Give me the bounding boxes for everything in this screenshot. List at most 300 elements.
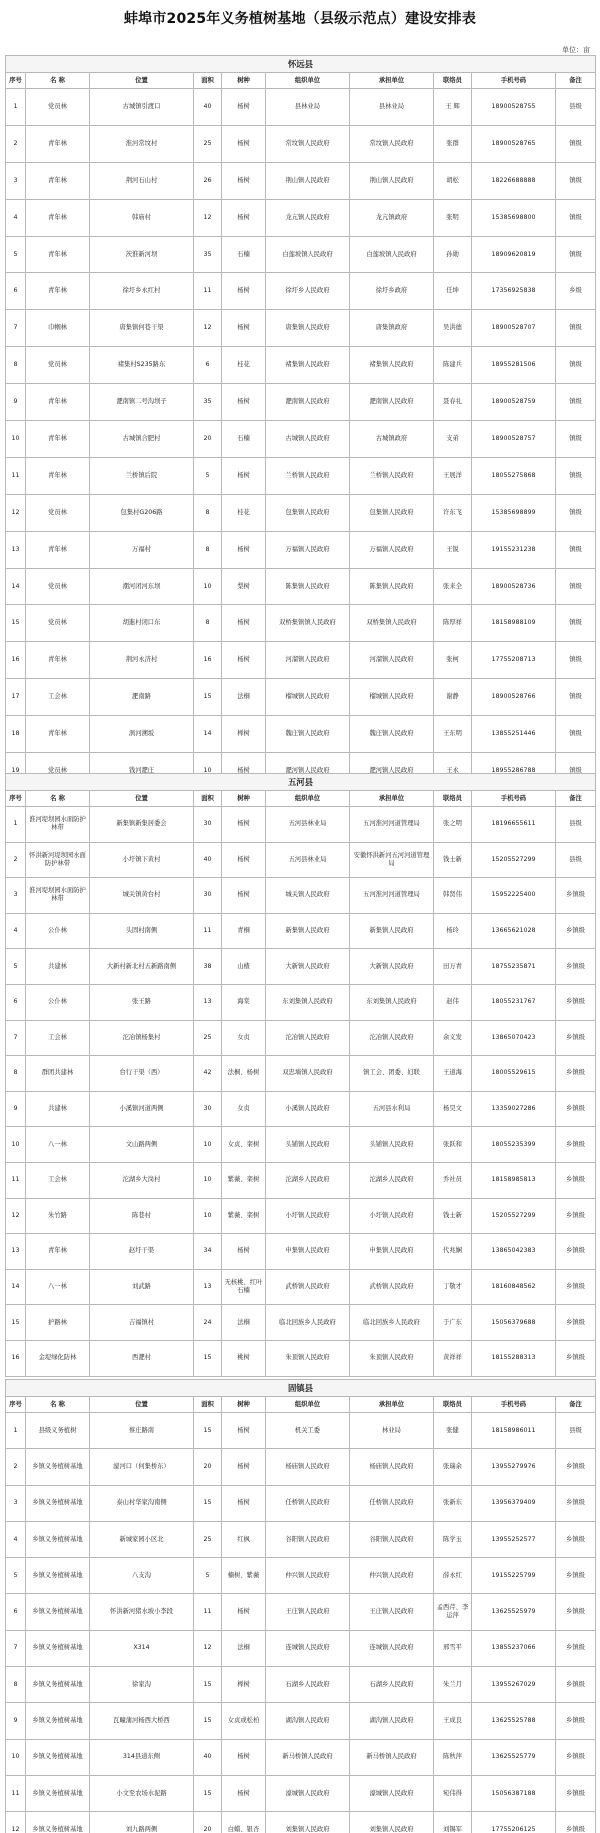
table-cell: 乡镇级 xyxy=(556,1775,596,1811)
table-cell: 18900528755 xyxy=(472,89,556,126)
table-cell: 张瑞余 xyxy=(434,1449,472,1485)
table-cell: 15056379688 xyxy=(472,1305,556,1341)
table-cell: 18005529615 xyxy=(472,1056,556,1092)
table-cell: 乡镇级 xyxy=(556,1020,596,1056)
column-header: 名 称 xyxy=(26,73,90,89)
table-cell: 17356925838 xyxy=(472,273,556,310)
table-cell: 双忠墙镇人民政府 xyxy=(266,1056,350,1092)
table-cell: 王展洋 xyxy=(434,457,472,494)
column-header: 位置 xyxy=(90,73,194,89)
table-row xyxy=(6,1630,596,1666)
table-row xyxy=(6,1340,596,1376)
table-row xyxy=(6,273,596,310)
table-cell: 紫薇、栾树 xyxy=(222,1198,266,1234)
table-cell: 韩贤伟 xyxy=(434,878,472,914)
table-cell: 乡镇义务植树基地 xyxy=(26,1449,90,1485)
table-cell: 乡镇级 xyxy=(556,1056,596,1092)
table-cell: 聂春礼 xyxy=(434,384,472,421)
table-cell: 杨树 xyxy=(222,162,266,199)
table-cell: 杨树 xyxy=(222,531,266,568)
table-cell: X314 xyxy=(90,1630,194,1666)
table-cell: 法桐、杨树 xyxy=(222,1056,266,1092)
table-cell: 谷阳镇人民政府 xyxy=(266,1521,350,1557)
table-cell: 任坤 xyxy=(434,273,472,310)
table-row xyxy=(6,1521,596,1557)
table-cell: 乡镇级 xyxy=(556,984,596,1020)
table-cell: 荆河石山村 xyxy=(90,162,194,199)
table-cell: 刘集镇人民政府 xyxy=(350,1812,434,1833)
column-header: 承担单位 xyxy=(350,791,434,807)
table-cell: 10 xyxy=(194,753,222,790)
table-cell: 乡镇义务植树基地 xyxy=(26,1812,90,1833)
table-cell: 13665621028 xyxy=(472,913,556,949)
table-cell: 白莲坡镇人民政府 xyxy=(350,236,434,273)
table-cell: 杨树 xyxy=(222,310,266,347)
table-cell: 魏庄镇人民政府 xyxy=(266,716,350,753)
table-cell: 35 xyxy=(194,236,222,273)
table-cell: 怀洪新河猪水坡小李段 xyxy=(90,1594,194,1630)
table-cell: 乔社员 xyxy=(434,1162,472,1198)
column-header: 手机号码 xyxy=(472,791,556,807)
table-cell: 乡镇级 xyxy=(556,1558,596,1594)
table-cell: 五河县水利局 xyxy=(350,1091,434,1127)
table-cell: 15 xyxy=(6,605,26,642)
table-cell: 淮河堤坝园水面防护林带 xyxy=(26,878,90,914)
table-cell: 陈学玉 xyxy=(434,1521,472,1557)
table-cell: 新马桥镇人民政府 xyxy=(266,1739,350,1775)
table-cell: 6 xyxy=(194,347,222,384)
table-cell: 杨树 xyxy=(222,199,266,236)
table-cell: 10 xyxy=(6,421,26,458)
table-cell: 5 xyxy=(6,949,26,985)
table-cell: 女贞、栾树 xyxy=(222,1127,266,1163)
table-cell: 35 xyxy=(194,384,222,421)
column-header: 组织单位 xyxy=(266,73,350,89)
table-cell: 朱顶镇人民政府 xyxy=(266,1340,350,1376)
table-cell: 18055235399 xyxy=(472,1127,556,1163)
table-cell: 镇级 xyxy=(556,199,596,236)
table-cell: 县级 xyxy=(556,89,596,126)
table-cell: 杨树 xyxy=(222,605,266,642)
table-cell: 杨树 xyxy=(222,89,266,126)
table-cell: 新城家园小区北 xyxy=(90,1521,194,1557)
table-cell: 大新村新北村五新路南侧 xyxy=(90,949,194,985)
table-cell: 刘集镇人民政府 xyxy=(266,1812,350,1833)
table-cell: 镇级 xyxy=(556,753,596,790)
table-cell: 青年林 xyxy=(26,273,90,310)
column-header: 手机号码 xyxy=(472,73,556,89)
schedule-table xyxy=(5,773,596,1377)
table-cell: 县级 xyxy=(556,842,596,878)
table-cell: 机关工委 xyxy=(266,1413,350,1449)
table-cell: 新集镇新集居委会 xyxy=(90,807,194,843)
table-cell: 赵伟 xyxy=(434,984,472,1020)
table-cell: 20 xyxy=(194,1449,222,1485)
table-row xyxy=(6,605,596,642)
table-cell: 连城镇人民政府 xyxy=(350,1630,434,1666)
table-cell: 荆河永济村 xyxy=(90,642,194,679)
table-cell: 18 xyxy=(6,716,26,753)
table-cell: 沱冶镇人民政府 xyxy=(350,1020,434,1056)
table-cell: 白蜡、银杏 xyxy=(222,1812,266,1833)
column-header: 面积 xyxy=(194,1397,222,1413)
table-cell: 常坟镇人民政府 xyxy=(266,125,350,162)
table-cell: 五河县林业局 xyxy=(266,842,350,878)
table-cell: 吉福镇村 xyxy=(90,1305,194,1341)
table-cell: 法桐 xyxy=(222,679,266,716)
table-cell: 张新东 xyxy=(434,1485,472,1521)
column-header: 备注 xyxy=(556,1397,596,1413)
table-cell: 小圩镇人民政府 xyxy=(266,1198,350,1234)
table-cell: 18955281506 xyxy=(472,347,556,384)
table-cell: 青桐 xyxy=(222,913,266,949)
table-cell: 仲兴镇人民政府 xyxy=(266,1558,350,1594)
table-cell: 10 xyxy=(194,1127,222,1163)
table-cell: 邢雪平 xyxy=(434,1630,472,1666)
table-cell: 乡镇级 xyxy=(556,1521,596,1557)
table-cell: 18158988109 xyxy=(472,605,556,642)
table-cell: 小圩镇人民政府 xyxy=(350,1198,434,1234)
table-cell: 2 xyxy=(6,842,26,878)
table-row xyxy=(6,878,596,914)
table-cell: 6 xyxy=(6,273,26,310)
table-cell: 兰桥镇后院 xyxy=(90,457,194,494)
table-cell: 镇工会、团委、妇联 xyxy=(350,1056,434,1092)
table-cell: 徐家沟 xyxy=(90,1667,194,1703)
table-row xyxy=(6,1198,596,1234)
table-cell: 40 xyxy=(194,842,222,878)
table-cell: 镇级 xyxy=(556,494,596,531)
table-cell: 头铺镇人民政府 xyxy=(350,1127,434,1163)
table-cell: 15 xyxy=(194,1413,222,1449)
table-cell: 杨树 xyxy=(222,125,266,162)
table-cell: 乡镇义务植树基地 xyxy=(26,1521,90,1557)
column-header: 联络员 xyxy=(434,1397,472,1413)
table-row xyxy=(6,531,596,568)
table-cell: 石楠 xyxy=(222,236,266,273)
column-header: 名 称 xyxy=(26,1397,90,1413)
table-cell: 杨昊文 xyxy=(434,1091,472,1127)
table-cell: 杨树 xyxy=(222,457,266,494)
table-cell: 18900528759 xyxy=(472,384,556,421)
table-cell: 余义发 xyxy=(434,1020,472,1056)
table-cell: 乡镇义务植树基地 xyxy=(26,1703,90,1739)
table-cell: 徐圩乡人民政府 xyxy=(266,273,350,310)
table-cell: 18900528736 xyxy=(472,568,556,605)
table-cell: 工会林 xyxy=(26,1020,90,1056)
table-cell: 18755235871 xyxy=(472,949,556,985)
table-cell: 党员林 xyxy=(26,568,90,605)
table-cell: 共建林 xyxy=(26,949,90,985)
table-cell: 小溪镇人民政府 xyxy=(266,1091,350,1127)
table-cell: 榴城镇人民政府 xyxy=(266,679,350,716)
table-cell: 镇级 xyxy=(556,531,596,568)
table-cell: 八一林 xyxy=(26,1127,90,1163)
table-cell: 8 xyxy=(6,1667,26,1703)
table-cell: 城关镇黄台村 xyxy=(90,878,194,914)
table-cell: 18155288313 xyxy=(472,1340,556,1376)
table-cell: 16 xyxy=(6,642,26,679)
table-cell: 镇级 xyxy=(556,162,596,199)
table-cell: 陈建兵 xyxy=(434,347,472,384)
table-cell: 13955279976 xyxy=(472,1449,556,1485)
table-cell: 于广东 xyxy=(434,1305,472,1341)
table-header-row xyxy=(6,1397,596,1413)
table-cell: 5 xyxy=(6,1558,26,1594)
table-cell: 4 xyxy=(6,199,26,236)
table-cell: 万福镇人民政府 xyxy=(266,531,350,568)
table-cell: 黄祥祥 xyxy=(434,1340,472,1376)
table-cell: 湖沟镇人民政府 xyxy=(266,1703,350,1739)
table-cell: 城关镇人民政府 xyxy=(266,878,350,914)
table-cell: 五河县林业局 xyxy=(266,807,350,843)
table-cell: 孟西芹、李运萍 xyxy=(434,1594,472,1630)
table-cell: 青年林 xyxy=(26,457,90,494)
table-cell: 县级 xyxy=(556,807,596,843)
table-cell: 25 xyxy=(194,125,222,162)
table-cell: 淝南镇人民政府 xyxy=(266,384,350,421)
table-cell: 3 xyxy=(6,1485,26,1521)
table-cell: 杨庙镇人民政府 xyxy=(350,1449,434,1485)
table-cell: 13625525779 xyxy=(472,1739,556,1775)
table-cell: 15 xyxy=(194,1703,222,1739)
table-cell: 钱士新 xyxy=(434,1198,472,1234)
table-cell: 18909620819 xyxy=(472,236,556,273)
table-cell: 新马桥镇人民政府 xyxy=(350,1739,434,1775)
table-cell: 谷阳镇人民政府 xyxy=(350,1521,434,1557)
table-cell: 乡镇义务植树基地 xyxy=(26,1485,90,1521)
table-cell: 杨树 xyxy=(222,807,266,843)
column-header: 承担单位 xyxy=(350,73,434,89)
table-cell: 武桥镇人民政府 xyxy=(350,1269,434,1305)
table-row xyxy=(6,494,596,531)
table-cell: 榴城镇人民政府 xyxy=(350,679,434,716)
table-cell: 镇级 xyxy=(556,605,596,642)
table-row xyxy=(6,1449,596,1485)
table-row xyxy=(6,842,596,878)
table-cell: 10 xyxy=(194,1162,222,1198)
table-row xyxy=(6,89,596,126)
table-row xyxy=(6,716,596,753)
table-cell: 杨树 xyxy=(222,842,266,878)
table-cell: 唐集镇何巷干渠 xyxy=(90,310,194,347)
table-cell: 公仆林 xyxy=(26,913,90,949)
table-cell: 镇级 xyxy=(556,384,596,421)
table-cell: 15 xyxy=(194,1485,222,1521)
table-cell: 王庄镇人民政府 xyxy=(350,1594,434,1630)
table-cell: 孙勋 xyxy=(434,236,472,273)
table-cell: 18226688888 xyxy=(472,162,556,199)
table-cell: 小文至农场水泥路 xyxy=(90,1775,194,1811)
section-title-row xyxy=(6,1380,596,1397)
table-row xyxy=(6,1703,596,1739)
table-cell: 乡镇级 xyxy=(556,1340,596,1376)
table-cell: 张来全 xyxy=(434,568,472,605)
table-cell: 支弟 xyxy=(434,421,472,458)
table-cell: 钱士新 xyxy=(434,842,472,878)
table-cell: 15205527299 xyxy=(472,842,556,878)
schedule-table xyxy=(5,55,596,790)
table-row xyxy=(6,1558,596,1594)
table-cell: 巾帼林 xyxy=(26,310,90,347)
table-row xyxy=(6,807,596,843)
table-cell: 兰桥镇人民政府 xyxy=(350,457,434,494)
table-cell: 乡镇级 xyxy=(556,1198,596,1234)
table-cell: 26 xyxy=(194,162,222,199)
table-row xyxy=(6,1020,596,1056)
column-header: 面积 xyxy=(194,791,222,807)
table-cell: 张王路 xyxy=(90,984,194,1020)
table-cell: 怀洪新河堤坝园水面防护林带 xyxy=(26,842,90,878)
table-cell: 10 xyxy=(194,568,222,605)
table-cell: 瓦疃蒲河杨西大桥西 xyxy=(90,1703,194,1739)
table-cell: 刘锡军 xyxy=(434,1812,472,1833)
table-cell: 东刘集镇人民政府 xyxy=(266,984,350,1020)
column-header: 树种 xyxy=(222,73,266,89)
table-cell: 9 xyxy=(6,1703,26,1739)
table-cell: 乡镇级 xyxy=(556,1739,596,1775)
table-cell: 淮河常坟村 xyxy=(90,125,194,162)
table-cell: 林业局 xyxy=(350,1413,434,1449)
table-cell: 杨树 xyxy=(222,753,266,790)
table-cell: 杨树 xyxy=(222,642,266,679)
table-cell: 13 xyxy=(194,984,222,1020)
table-cell: 县级 xyxy=(556,1413,596,1449)
table-cell: 淝南路 xyxy=(90,679,194,716)
table-cell: 公仆林 xyxy=(26,984,90,1020)
table-cell: 1 xyxy=(6,1413,26,1449)
table-cell: 魏庄镇人民政府 xyxy=(350,716,434,753)
table-cell: 濠城镇人民政府 xyxy=(350,1775,434,1811)
table-cell: 7 xyxy=(6,1630,26,1666)
table-cell: 13625525979 xyxy=(472,1594,556,1630)
table-cell: 13956379409 xyxy=(472,1485,556,1521)
table-cell: 11 xyxy=(194,273,222,310)
table-cell: 王 辉 xyxy=(434,89,472,126)
table-cell: 7 xyxy=(6,310,26,347)
table-cell: 乡镇级 xyxy=(556,878,596,914)
table-cell: 包集村G206路 xyxy=(90,494,194,531)
table-row xyxy=(6,679,596,716)
table-cell: 乡镇级 xyxy=(556,913,596,949)
table-row xyxy=(6,384,596,421)
table-cell: 宛伟得 xyxy=(434,1775,472,1811)
column-header: 名 称 xyxy=(26,791,90,807)
table-cell: 党员林 xyxy=(26,89,90,126)
table-cell: 15 xyxy=(194,1775,222,1811)
table-cell: 古城镇合肥村 xyxy=(90,421,194,458)
table-cell: 王锐 xyxy=(434,531,472,568)
table-cell: 工会林 xyxy=(26,679,90,716)
table-cell: 15205527299 xyxy=(472,1198,556,1234)
table-cell: 陈集镇人民政府 xyxy=(350,568,434,605)
table-cell: 沱湖乡大岗村 xyxy=(90,1162,194,1198)
table-cell: 徐圩乡永红村 xyxy=(90,273,194,310)
table-cell: 乡镇级 xyxy=(556,1485,596,1521)
table-cell: 15385698800 xyxy=(472,199,556,236)
table-cell: 30 xyxy=(194,807,222,843)
table-cell: 沱湖乡人民政府 xyxy=(266,1162,350,1198)
column-header: 树种 xyxy=(222,791,266,807)
table-cell: 11 xyxy=(6,1162,26,1198)
table-cell: 40 xyxy=(194,1739,222,1775)
table-cell: 18900528757 xyxy=(472,421,556,458)
table-cell: 胡進村闭口东 xyxy=(90,605,194,642)
section-title: 怀远县 xyxy=(6,56,596,73)
table-cell: 茨淮新河坝 xyxy=(90,236,194,273)
table-header-row xyxy=(6,791,596,807)
table-row xyxy=(6,1485,596,1521)
table-cell: 梨树 xyxy=(222,568,266,605)
column-header: 序号 xyxy=(6,73,26,89)
table-cell: 沱湖乡人民政府 xyxy=(350,1162,434,1198)
table-row xyxy=(6,236,596,273)
table-cell: 18055231767 xyxy=(472,984,556,1020)
table-cell: 乡镇级 xyxy=(556,1162,596,1198)
table-cell: 徐圩乡政府 xyxy=(350,273,434,310)
table-cell: 无核桃、红叶石楠 xyxy=(222,1269,266,1305)
table-cell: 龙亢镇政府 xyxy=(350,199,434,236)
table-row xyxy=(6,949,596,985)
table-cell: 王永 xyxy=(434,753,472,790)
table-cell: 青年林 xyxy=(26,236,90,273)
table-cell: 乡镇级 xyxy=(556,1703,596,1739)
table-cell: 韩庙村 xyxy=(90,199,194,236)
table-cell: 15056387188 xyxy=(472,1775,556,1811)
table-cell: 17755206125 xyxy=(472,1812,556,1833)
table-cell: 新集镇人民政府 xyxy=(266,913,350,949)
table-cell: 15 xyxy=(194,679,222,716)
table-row xyxy=(6,1413,596,1449)
table-cell: 党员林 xyxy=(26,494,90,531)
table-cell: 12 xyxy=(194,199,222,236)
table-cell: 13955267029 xyxy=(472,1667,556,1703)
table-cell: 1 xyxy=(6,89,26,126)
section-title: 五河县 xyxy=(6,774,596,791)
table-cell: 头固村南侧 xyxy=(90,913,194,949)
table-cell: 石楠 xyxy=(222,421,266,458)
table-cell: 褚集村S235路东 xyxy=(90,347,194,384)
table-cell: 15385698899 xyxy=(472,494,556,531)
table-cell: 榉树 xyxy=(222,1667,266,1703)
table-cell: 13 xyxy=(6,531,26,568)
table-cell: 沱冶镇人民政府 xyxy=(266,1020,350,1056)
table-cell: 5 xyxy=(6,236,26,273)
table-cell: 县林业局 xyxy=(266,89,350,126)
table-cell: 党员林 xyxy=(26,347,90,384)
table-cell: 沱冶镇杨集村 xyxy=(90,1020,194,1056)
column-header: 序号 xyxy=(6,791,26,807)
table-cell: 18900528765 xyxy=(472,125,556,162)
table-cell: 杨树 xyxy=(222,1594,266,1630)
table-cell: 13855251446 xyxy=(472,716,556,753)
table-cell: 2 xyxy=(6,125,26,162)
table-cell: 潮河闭河东坝 xyxy=(90,568,194,605)
table-cell: 12 xyxy=(6,494,26,531)
table-cell: 文山路两侧 xyxy=(90,1127,194,1163)
column-header: 联络员 xyxy=(434,791,472,807)
table-cell: 榉树 xyxy=(222,716,266,753)
table-cell: 任桥镇人民政府 xyxy=(266,1485,350,1521)
table-cell: 杨玲 xyxy=(434,913,472,949)
table-cell: 褚集镇人民政府 xyxy=(350,347,434,384)
table-cell: 唐集镇人民政府 xyxy=(266,310,350,347)
table-row xyxy=(6,1091,596,1127)
table-row xyxy=(6,457,596,494)
column-header: 树种 xyxy=(222,1397,266,1413)
table-cell: 朱兰月 xyxy=(434,1667,472,1703)
column-header: 组织单位 xyxy=(266,1397,350,1413)
